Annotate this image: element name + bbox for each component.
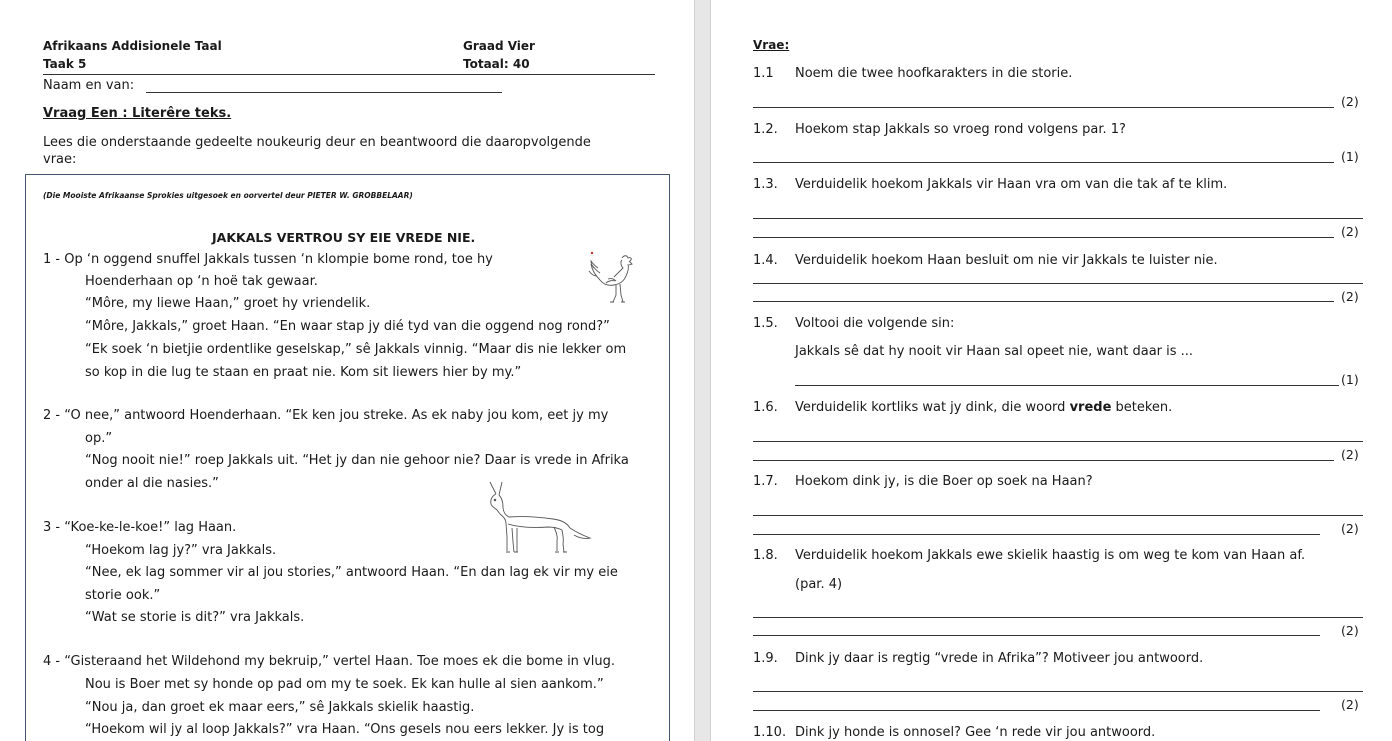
question-number: 1.2. xyxy=(753,122,778,137)
header-divider xyxy=(43,74,655,75)
answer-line[interactable] xyxy=(753,218,1363,219)
answer-line[interactable] xyxy=(753,301,1334,302)
story-line: “Nou ja, dan groet ek maar eers,” sê Jakkals skielik haastig. xyxy=(85,700,475,715)
question-reference: (par. 4) xyxy=(795,577,843,592)
story-line: “Môre, Jakkals,” groet Haan. “En waar stap jy dié tyd van die oggend nog rond?” xyxy=(85,319,610,334)
story-line: op.” xyxy=(85,431,113,446)
story-line: so kop in die lug te staan en praat nie. Kom sit liewers hier by my.” xyxy=(85,365,522,380)
answer-line[interactable] xyxy=(753,237,1334,238)
question-mark: (1) xyxy=(1341,149,1359,164)
question-sentence: Jakkals sê dat hy nooit vir Haan sal opeet nie, want daar is ... xyxy=(795,344,1194,359)
story-line: “Wat se storie is dit?” vra Jakkals. xyxy=(85,610,305,625)
story-line: Hoenderhaan op ‘n hoë tak gewaar. xyxy=(85,274,318,289)
question-mark: (2) xyxy=(1341,623,1359,638)
story-line: “Hoekom lag jy?” vra Jakkals. xyxy=(85,543,277,558)
instruction-line-1: Lees die onderstaande gedeelte noukeurig deur en beantwoord die daaropvolgende xyxy=(43,135,591,150)
answer-line[interactable] xyxy=(795,385,1339,386)
worksheet-page-right xyxy=(710,0,1392,741)
question-mark: (2) xyxy=(1341,94,1359,109)
answer-line[interactable] xyxy=(753,617,1363,618)
answer-line[interactable] xyxy=(753,515,1363,516)
answer-line[interactable] xyxy=(753,710,1320,711)
story-line: Nou is Boer met sy honde op pad om my te soek. Ek kan hulle al sien aankom.” xyxy=(85,677,604,692)
question-number: 1.7. xyxy=(753,474,778,489)
question-text: Hoekom dink jy, is die Boer op soek na Haan? xyxy=(795,474,1093,489)
total-label: Totaal: 40 xyxy=(463,57,530,71)
question-mark: (2) xyxy=(1341,697,1359,712)
task-label: Taak 5 xyxy=(43,57,87,71)
question-mark: (2) xyxy=(1341,521,1359,536)
grade-label: Graad Vier xyxy=(463,39,535,53)
question-mark: (2) xyxy=(1341,447,1359,462)
question-number: 1.9. xyxy=(753,651,778,666)
question-number: 1.1 xyxy=(753,66,774,81)
question-text: Verduidelik hoekom Jakkals vir Haan vra om van die tak af te klim. xyxy=(795,177,1228,192)
answer-line[interactable] xyxy=(753,283,1363,284)
answer-line[interactable] xyxy=(753,691,1363,692)
answer-line[interactable] xyxy=(753,441,1363,442)
question-number: 1.5. xyxy=(753,316,778,331)
questions-title: Vrae: xyxy=(753,38,790,52)
story-line: 3 - “Koe-ke-le-koe!” lag Haan. xyxy=(43,520,237,535)
answer-line[interactable] xyxy=(753,460,1334,461)
question-number: 1.6. xyxy=(753,400,778,415)
question-mark: (2) xyxy=(1341,289,1359,304)
question-text: Verduidelik hoekom Jakkals ewe skielik haastig is om weg te kom van Haan af. xyxy=(795,548,1306,563)
story-title: JAKKALS VERTROU SY EIE VREDE NIE. xyxy=(212,230,476,245)
answer-line[interactable] xyxy=(753,162,1334,163)
question-mark: (1) xyxy=(1341,372,1359,387)
question-number: 1.8. xyxy=(753,548,778,563)
answer-line[interactable] xyxy=(753,534,1320,535)
story-line: “Nog nooit nie!” roep Jakkals uit. “Het jy dan nie gehoor nie? Daar is vrede in Afrika xyxy=(85,453,629,468)
question-number: 1.3. xyxy=(753,177,778,192)
question-mark: (2) xyxy=(1341,224,1359,239)
question-text: Voltooi die volgende sin: xyxy=(795,316,955,331)
story-line: 2 - “O nee,” antwoord Hoenderhaan. “Ek ken jou streke. As ek naby jou kom, eet jy my xyxy=(43,408,609,423)
story-source: (Die Mooiste Afrikaanse Sprokies uitgesoek en oorvertel deur PIETER W. GROBBELAAR) xyxy=(43,191,413,200)
question-number: 1.10. xyxy=(753,725,787,740)
name-field-line[interactable] xyxy=(146,92,502,93)
story-line: storie ook.” xyxy=(85,588,161,603)
rooster-sketch-icon xyxy=(584,250,642,308)
answer-line[interactable] xyxy=(753,107,1334,108)
question-text: Verduidelik hoekom Haan besluit om nie vir Jakkals te luister nie. xyxy=(795,253,1218,268)
story-line: “Ek soek ‘n bietjie ordentlike geselskap,” sê Jakkals vinnig. “Maar dis nie lekker om xyxy=(85,342,627,357)
story-line: “Nee, ek lag sommer vir al jou stories,” antwoord Haan. “En dan lag ek vir my eie xyxy=(85,565,618,580)
question-text: Verduidelik kortliks wat jy dink, die woord vrede beteken. xyxy=(795,400,1173,415)
section-title: Vraag Een : Literêre teks. xyxy=(43,106,232,121)
jackal-sketch-icon xyxy=(484,480,596,556)
story-line: “Hoekom wil jy al loop Jakkals?” vra Haan. “Ons gesels nou eers lekker. Jy is tog xyxy=(85,722,605,737)
worksheet-page-left xyxy=(0,0,695,741)
question-text: Hoekom stap Jakkals so vroeg rond volgens par. 1? xyxy=(795,122,1126,137)
answer-line[interactable] xyxy=(753,635,1320,636)
question-number: 1.4. xyxy=(753,253,778,268)
story-line: 4 - “Gisteraand het Wildehond my bekruip,” vertel Haan. Toe moes ek die bome in vlug. xyxy=(43,654,615,669)
question-text: Dink jy honde is onnosel? Gee ‘n rede vir jou antwoord. xyxy=(795,725,1156,740)
instruction-line-2: vrae: xyxy=(43,152,77,167)
story-line: onder al die nasies.” xyxy=(85,476,219,491)
name-label: Naam en van: xyxy=(43,78,135,93)
question-text: Noem die twee hoofkarakters in die storie. xyxy=(795,66,1073,81)
story-line: 1 - Op ‘n oggend snuffel Jakkals tussen ‘n klompie bome rond, toe hy xyxy=(43,252,493,267)
question-text: Dink jy daar is regtig “vrede in Afrika”? Motiveer jou antwoord. xyxy=(795,651,1204,666)
story-line: “Môre, my liewe Haan,” groet hy vriendelik. xyxy=(85,296,371,311)
subject-title: Afrikaans Addisionele Taal xyxy=(43,39,222,53)
